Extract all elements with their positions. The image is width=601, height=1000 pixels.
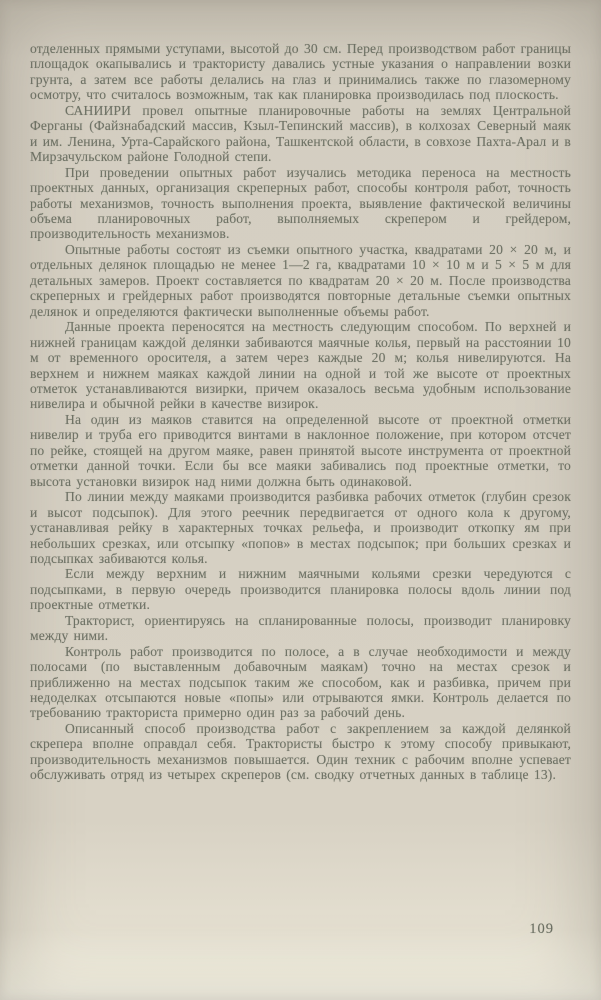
paragraph: По линии между маяками производится разбивка рабочих отметок (глубин срезок и высот подсыпок). Для этого реечник передвигается от одного кола к другому, устанавливая рейку в характерных точках рельефа, и производит откопку ям при небольших срезках, или отсыпку «попов» в местах подсыпок; при больших срезках и подсыпках забиваются колья. xyxy=(30,489,571,566)
paragraph: Контроль работ производится по полосе, а в случае необходимости и между полосами (по выставленным добавочным маякам) точно на местах срезок и приближенно на местах подсыпок таким же способом, как и разбивка, причем при недоделках отсыпаются новые «попы» или отрываются ямки. Контроль делается по требованию тракториста примерно один раз за рабочий день. xyxy=(30,643,571,721)
paragraph: Опытные работы состоят из съемки опытного участка, квадратами 20 × 20 м, и отдельных делянок площадью не менее 1—2 га, квадратами 10 × 10 м и 5 × 5 м для детальных замеров. Проект составляется по квадратам 20 × 20 м. После производства скреперных и грейдерных работ производятся повторные детальные съемки опытных делянок и определяются фактически выполненные объемы работ. xyxy=(30,241,571,319)
paragraph: Данные проекта переносятся на местность следующим способом. По верхней и нижней границам каждой делянки забиваются маячные колья, первый на расстоянии 10 м от временного оросителя, а затем через каждые 20 м; колья нивелируются. На верхнем и нижнем маяках каждой линии на одной и той же высоте от проектных отметок устанавливаются визирки, причем оказалось весьма удобным использование нивелира и обычной рейки в качестве визирок. xyxy=(30,319,571,412)
paragraph: САНИИРИ провел опытные планировочные работы на землях Центральной Ферганы (Файзнабадский массив, Кзыл-Тепинский массив), в колхозах Северный маяк и им. Ленина, Урта-Сарайского района, Ташкентской области, в совхозе Пахта-Арал и в Мирзачульском районе Голодной степи. xyxy=(30,102,571,165)
page-text xyxy=(30,41,571,783)
page-number: 109 xyxy=(529,921,554,937)
paragraph: Описанный способ производства работ с закреплением за каждой делянкой скрепера вполне оправдал себя. Трактористы быстро к этому способу привыкают, производительность механизмов повышается. Один техник с рабочим вполне успевает обслуживать отряд из четырех скреперов (см. сводку отчетных данных в таблице 13). xyxy=(30,720,571,783)
paragraph: Тракторист, ориентируясь на спланированные полосы, производит планировку между ними. xyxy=(30,612,571,644)
paragraph: На один из маяков ставится на определенной высоте от проектной отметки нивелир и труба его приводится винтами в наклонное положение, при котором отсчет по рейке, стоящей на другом маяке, равен принятой высоте инструмента от проектной отметки данной точки. Если бы все маяки забивались под проектные отметки, то высота установки визирок над ними должна быть одинаковой. xyxy=(30,411,571,489)
paragraph: При проведении опытных работ изучались методика переноса на местность проектных данных, организация скреперных работ, способы контроля работ, точность работы механизмов, точность выполнения проекта, выявление фактической величины объема планировочных работ, выполняемых скрепером и грейдером, производительность механизмов. xyxy=(30,164,571,242)
paragraph: Если между верхним и нижним маячными кольями срезки чередуются с подсыпками, в первую очередь производится планировка полосы вдоль линии под проектные отметки. xyxy=(30,566,571,613)
paragraph: отделенных прямыми уступами, высотой до 30 см. Перед производством работ границы площадок окапывались и трактористу давались устные указания о направлении возки грунта, а затем все работы делались на глаз и принимались также по глазомерному осмотру, что считалось возможным, так как планировка производилась под плоскость. xyxy=(30,41,571,103)
